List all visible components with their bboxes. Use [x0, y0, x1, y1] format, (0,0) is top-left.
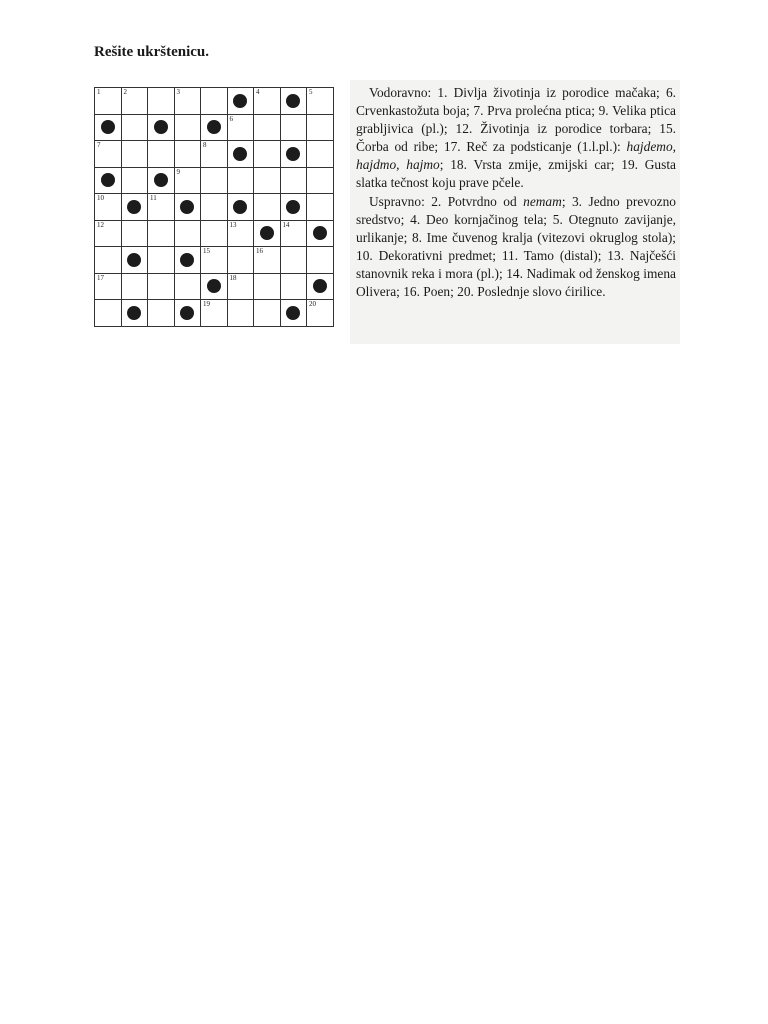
clue-number: 15 [203, 247, 210, 255]
black-dot-icon [154, 173, 168, 187]
clue-number: 3 [176, 88, 180, 96]
grid-cell-blocked [281, 88, 308, 115]
grid-cell-blocked [307, 274, 334, 301]
grid-cell[interactable] [254, 194, 281, 221]
black-dot-icon [207, 120, 221, 134]
clue-number: 2 [123, 88, 127, 96]
grid-cell-blocked [95, 115, 122, 142]
grid-cell[interactable] [148, 221, 175, 248]
grid-cell[interactable] [175, 115, 202, 142]
clue-number: 14 [282, 220, 290, 229]
clues-across-text: Vodoravno: 1. Divlja životinja iz porodice mačaka; 6. Crvenkastožuta boja; 7. Prva prolećna ptica; 9. Velika ptica grabljivica (pl.); 12. Životinja iz porodice torbara; 15. Čorba od ribe; 17. Reč za podsticanje (1.l.pl.): [356, 85, 676, 155]
grid-cell-blocked [122, 247, 149, 274]
clue-number: 12 [97, 220, 104, 229]
grid-cell-blocked [175, 247, 202, 274]
clues-across [356, 84, 676, 193]
black-dot-icon [101, 173, 115, 187]
clues-box [350, 80, 680, 344]
black-dot-icon [286, 306, 300, 320]
grid-cell[interactable] [122, 168, 149, 195]
black-dot-icon [101, 120, 115, 134]
grid-cell[interactable] [148, 274, 175, 301]
clue-number: 18 [229, 273, 237, 282]
grid-cell[interactable] [122, 115, 149, 142]
grid-cell[interactable] [201, 141, 228, 168]
grid-cell[interactable] [307, 300, 334, 327]
grid-cell[interactable] [148, 141, 175, 168]
grid-cell[interactable] [175, 141, 202, 168]
grid-cell[interactable] [122, 274, 149, 301]
clue-number: 9 [176, 167, 180, 176]
grid-cell[interactable] [175, 88, 202, 115]
grid-cell-blocked [148, 168, 175, 195]
clue-number: 20 [309, 300, 316, 308]
black-dot-icon [286, 200, 300, 214]
grid-cell-blocked [228, 88, 255, 115]
grid-cell[interactable] [148, 88, 175, 115]
clue-number: 10 [97, 194, 104, 202]
grid-cell[interactable] [201, 300, 228, 327]
page-title: Rešite ukrštenicu. [94, 44, 209, 60]
grid-cell[interactable] [254, 88, 281, 115]
grid-cell[interactable] [254, 247, 281, 274]
grid-cell[interactable] [148, 247, 175, 274]
clues-down-text: Uspravno: 2. Potvrdno od [369, 193, 524, 209]
grid-cell[interactable] [95, 88, 122, 115]
grid-cell[interactable] [254, 274, 281, 301]
grid-cell-blocked [175, 194, 202, 221]
grid-cell[interactable] [95, 141, 122, 168]
clue-number: 4 [256, 88, 260, 96]
grid-cell[interactable] [201, 221, 228, 248]
grid-cell[interactable] [228, 300, 255, 327]
black-dot-icon [154, 120, 168, 134]
clue-number: 1 [97, 88, 101, 96]
grid-cell[interactable] [95, 247, 122, 274]
grid-cell[interactable] [201, 194, 228, 221]
grid-cell-blocked [254, 221, 281, 248]
grid-cell[interactable] [228, 221, 255, 248]
clues-down-text-end: ; 3. Jedno prevozno sredstvo; 4. Deo kornjačinog tela; 5. Otegnuto zavijanje, urlikanje; 8. Ime čuvenog kralja (vitezovi okruglog stola); 10. Dekorativni predmet; 11. Tamo (distal); 13. Najčešći stanovnik reka i mora (pl.); 14. Nadimak od ženskog imena Olivera; 16. Poen; 20. Poslednje slovo ćirilice. [356, 193, 676, 300]
black-dot-icon [313, 279, 327, 293]
grid-cell[interactable] [307, 88, 334, 115]
clue-number: 19 [203, 300, 210, 308]
grid-cell[interactable] [281, 115, 308, 142]
grid-cell[interactable] [122, 221, 149, 248]
clue-number: 17 [97, 273, 104, 282]
black-dot-icon [286, 94, 300, 108]
grid-cell[interactable] [254, 300, 281, 327]
clues-across-text-end: ; 18. Vrsta zmije, zmijski car; 19. Gusta slatka tečnost koju prave pčele. [356, 157, 676, 191]
black-dot-icon [286, 147, 300, 161]
black-dot-icon [180, 253, 194, 267]
clue-number: 5 [309, 88, 313, 96]
black-dot-icon [127, 306, 141, 320]
grid-cell-blocked [95, 168, 122, 195]
grid-cell-blocked [122, 300, 149, 327]
grid-cell[interactable] [281, 168, 308, 195]
clues-down-italic: nemam [523, 193, 562, 209]
grid-cell-blocked [201, 274, 228, 301]
grid-cell-blocked [281, 300, 308, 327]
black-dot-icon [127, 253, 141, 267]
grid-cell[interactable] [307, 194, 334, 221]
black-dot-icon [233, 147, 247, 161]
grid-cell[interactable] [254, 141, 281, 168]
grid-cell[interactable] [175, 221, 202, 248]
grid-cell[interactable] [95, 221, 122, 248]
crossword-grid [94, 87, 334, 327]
grid-cell[interactable] [201, 168, 228, 195]
grid-cell[interactable] [148, 194, 175, 221]
grid-cell[interactable] [281, 247, 308, 274]
clue-number: 6 [229, 114, 233, 123]
grid-cell[interactable] [95, 194, 122, 221]
grid-cell-blocked [228, 141, 255, 168]
grid-cell[interactable] [307, 115, 334, 142]
clue-number: 16 [256, 247, 263, 255]
grid-cell[interactable] [148, 300, 175, 327]
black-dot-icon [180, 306, 194, 320]
grid-cell-blocked [148, 115, 175, 142]
black-dot-icon [233, 94, 247, 108]
grid-cell[interactable] [307, 168, 334, 195]
grid-cell[interactable] [228, 247, 255, 274]
grid-cell[interactable] [307, 141, 334, 168]
grid-cell-blocked [307, 221, 334, 248]
black-dot-icon [180, 200, 194, 214]
clues-down [356, 193, 676, 302]
grid-cell[interactable] [281, 274, 308, 301]
grid-cell-blocked [281, 194, 308, 221]
grid-cell[interactable] [228, 168, 255, 195]
clue-number: 8 [203, 141, 207, 149]
grid-cell[interactable] [254, 168, 281, 195]
grid-cell[interactable] [281, 221, 308, 248]
grid-cell-blocked [281, 141, 308, 168]
grid-cell[interactable] [228, 115, 255, 142]
grid-cell-blocked [228, 194, 255, 221]
clue-number: 13 [229, 220, 237, 229]
grid-cell[interactable] [175, 168, 202, 195]
grid-cell[interactable] [175, 274, 202, 301]
clues-across-italic: hajdemo, hajdmo, hajmo [356, 139, 676, 173]
grid-cell[interactable] [95, 300, 122, 327]
black-dot-icon [260, 226, 274, 240]
black-dot-icon [207, 279, 221, 293]
grid-cell[interactable] [307, 247, 334, 274]
black-dot-icon [127, 200, 141, 214]
black-dot-icon [313, 226, 327, 240]
grid-cell-blocked [122, 194, 149, 221]
grid-cell-blocked [175, 300, 202, 327]
grid-cell[interactable] [201, 247, 228, 274]
grid-cell[interactable] [201, 88, 228, 115]
clue-number: 7 [97, 141, 101, 149]
grid-cell-blocked [201, 115, 228, 142]
grid-cell[interactable] [122, 88, 149, 115]
clue-number: 11 [150, 194, 157, 202]
grid-cell[interactable] [122, 141, 149, 168]
grid-cell[interactable] [254, 115, 281, 142]
black-dot-icon [233, 200, 247, 214]
grid-cell[interactable] [95, 274, 122, 301]
grid-cell[interactable] [228, 274, 255, 301]
